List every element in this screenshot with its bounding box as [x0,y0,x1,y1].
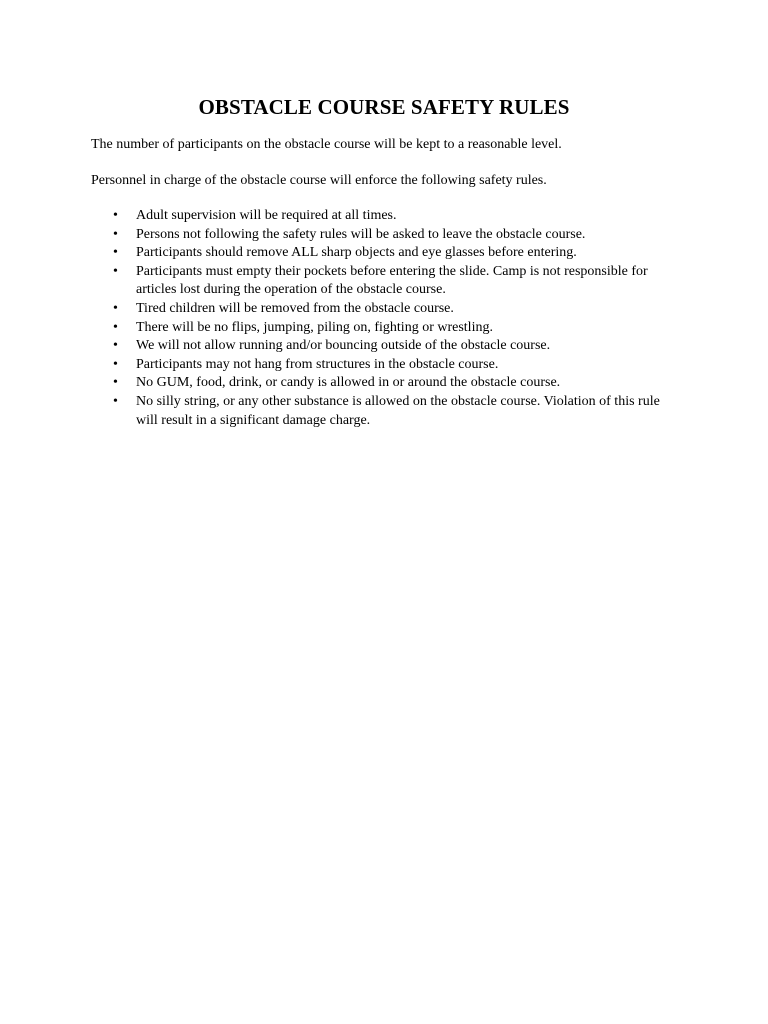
rule-text: No silly string, or any other substance is allowed on the obstacle course. Violation of this rule will result in a significant damage charge. [136,393,660,428]
list-item [91,356,681,375]
bullet-icon: • [113,356,118,372]
safety-rules-list [91,207,691,430]
rule-text: No GUM, food, drink, or candy is allowed in or around the obstacle course. [136,375,561,391]
list-item [91,244,681,263]
list-item [91,393,681,430]
rule-text: Participants may not hang from structures in the obstacle course. [136,356,499,372]
bullet-icon: • [113,393,118,409]
enforcement-paragraph: Personnel in charge of the obstacle course will enforce the following safety rules. [91,173,547,188]
bullet-icon: • [113,300,118,316]
intro-paragraph: The number of participants on the obstacle course will be kept to a reasonable level. [91,137,562,152]
rule-text: Participants should remove ALL sharp objects and eye glasses before entering. [136,245,577,261]
list-item [91,263,681,300]
list-item [91,226,681,245]
rule-text: There will be no flips, jumping, piling on, fighting or wrestling. [136,319,493,335]
bullet-icon: • [113,375,118,391]
bullet-icon: • [113,319,118,335]
bullet-icon: • [113,338,118,354]
bullet-icon: • [113,263,118,279]
list-item [91,319,681,338]
list-item [91,207,681,226]
rule-text: Participants must empty their pockets before entering the slide. Camp is not responsible for articles lost during the operation of the obstacle course. [136,263,648,298]
rule-text: Adult supervision will be required at all times. [136,208,397,223]
rule-text: Tired children will be removed from the obstacle course. [136,300,454,316]
list-item [91,300,681,319]
rule-text: We will not allow running and/or bouncing outside of the obstacle course. [136,338,551,354]
bullet-icon: • [113,208,118,223]
bullet-icon: • [113,245,118,261]
bullet-icon: • [113,226,118,242]
list-item [91,337,681,356]
list-item [91,374,681,393]
rule-text: Persons not following the safety rules will be asked to leave the obstacle course. [136,226,586,242]
page-title: OBSTACLE COURSE SAFETY RULES [198,95,570,119]
